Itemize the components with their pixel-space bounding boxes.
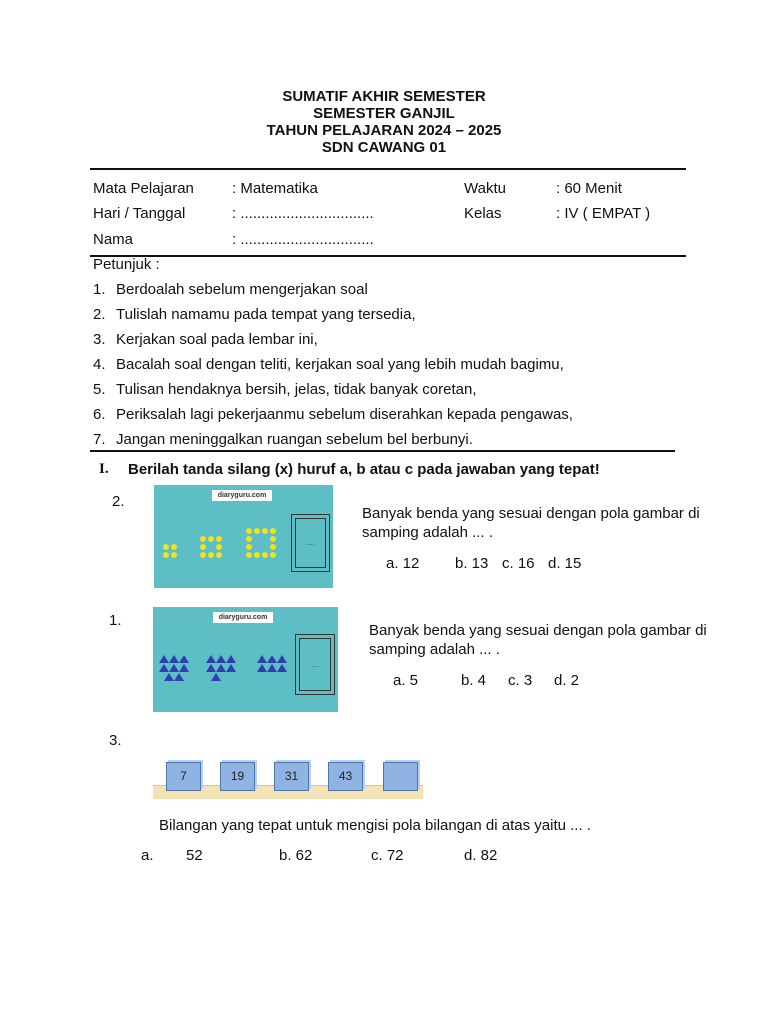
question-text-line-2: samping adalah ... . <box>362 524 493 541</box>
triangle <box>159 664 169 672</box>
triangle <box>216 664 226 672</box>
triangle <box>206 664 216 672</box>
triangle <box>179 664 189 672</box>
triangle <box>257 664 267 672</box>
triangle <box>211 673 221 681</box>
pattern-image-dots <box>154 485 333 588</box>
dot <box>163 544 169 550</box>
option-c[interactable]: c. 72 <box>371 847 404 864</box>
question-number: 3. <box>109 732 122 749</box>
class-value: : IV ( EMPAT ) <box>556 205 651 222</box>
number-cube: 7 <box>166 762 201 791</box>
pattern-image-triangles <box>153 607 338 712</box>
dot <box>246 552 252 558</box>
option-b[interactable]: b. 4 <box>461 672 487 689</box>
triangle <box>257 655 267 663</box>
instruction-item <box>93 306 673 323</box>
title-line-4: SDN CAWANG 01 <box>321 139 447 156</box>
number-cube: 31 <box>274 762 309 791</box>
dot <box>246 536 252 542</box>
instruction-text: Kerjakan soal pada lembar ini, <box>116 331 318 348</box>
instruction-number: 6. <box>93 406 106 423</box>
option-a[interactable]: a. 12 <box>386 555 420 572</box>
dot <box>171 552 177 558</box>
dot <box>246 544 252 550</box>
triangle <box>159 655 169 663</box>
dot <box>216 544 222 550</box>
image-caption: diaryguru.com <box>213 612 273 623</box>
divider-mid <box>90 255 686 257</box>
subject-value: : Matematika <box>232 180 318 197</box>
dot <box>208 536 214 542</box>
option-c[interactable]: c. 3 <box>508 672 533 689</box>
triangle <box>206 655 216 663</box>
dot <box>200 552 206 558</box>
instruction-text: Berdoalah sebelum mengerjakan soal <box>116 281 368 298</box>
instruction-number: 2. <box>93 306 106 323</box>
instruction-text: Jangan meninggalkan ruangan sebelum bel berbunyi. <box>116 431 473 448</box>
triangle <box>174 673 184 681</box>
dot <box>270 552 276 558</box>
instruction-number: 1. <box>93 281 106 298</box>
option-d[interactable]: d. 82 <box>464 847 498 864</box>
instruction-number: 7. <box>93 431 106 448</box>
triangle <box>179 655 189 663</box>
instruction-number: 5. <box>93 381 106 398</box>
date-value: : ................................ <box>232 205 374 222</box>
instruction-number: 4. <box>93 356 106 373</box>
dot <box>216 536 222 542</box>
instruction-number: 3. <box>93 331 106 348</box>
empty-cube <box>383 762 418 791</box>
option-a-letter[interactable]: a. <box>141 847 154 864</box>
instruction-text: Tulislah namamu pada tempat yang tersedia, <box>116 306 416 323</box>
dot <box>171 544 177 550</box>
date-label: Hari / Tanggal <box>93 205 186 222</box>
triangle <box>277 664 287 672</box>
name-value: : ................................ <box>232 231 374 248</box>
dot <box>254 552 260 558</box>
triangle <box>169 664 179 672</box>
dot <box>262 528 268 534</box>
instruction-text: Periksalah lagi pekerjaanmu sebelum diserahkan kepada pengawas, <box>116 406 573 423</box>
triangle <box>267 655 277 663</box>
triangle <box>164 673 174 681</box>
title-line-1: SUMATIF AKHIR SEMESTER <box>282 88 486 105</box>
time-value: : 60 Menit <box>556 180 622 197</box>
instruction-item <box>93 281 673 298</box>
instructions-label: Petunjuk : <box>93 256 160 273</box>
title-line-2: SEMESTER GANJIL <box>313 105 455 122</box>
number-cube: 19 <box>220 762 255 791</box>
instruction-item <box>93 406 673 423</box>
class-label: Kelas <box>464 205 502 222</box>
option-c[interactable]: c. 16 <box>502 555 535 572</box>
dot <box>200 544 206 550</box>
option-a-value[interactable]: 52 <box>186 847 203 864</box>
image-caption: diaryguru.com <box>212 490 272 501</box>
triangle <box>267 664 277 672</box>
triangle <box>277 655 287 663</box>
divider-top <box>90 168 686 170</box>
dot <box>216 552 222 558</box>
title-line-3: TAHUN PELAJARAN 2024 – 2025 <box>266 122 502 139</box>
answer-box-dots: .... <box>311 661 319 669</box>
divider-bottom <box>90 450 675 452</box>
name-label: Nama <box>93 231 134 248</box>
instruction-item <box>93 381 673 398</box>
triangle <box>216 655 226 663</box>
instruction-item <box>93 356 673 373</box>
dot <box>270 528 276 534</box>
question-text-line-1: Banyak benda yang sesuai dengan pola gambar di <box>369 622 707 639</box>
option-d[interactable]: d. 15 <box>548 555 582 572</box>
option-d[interactable]: d. 2 <box>554 672 580 689</box>
triangle <box>226 664 236 672</box>
subject-label: Mata Pelajaran <box>93 180 194 197</box>
question-text-line-1: Banyak benda yang sesuai dengan pola gambar di <box>362 505 700 522</box>
answer-box <box>295 634 335 695</box>
dot <box>262 552 268 558</box>
dot <box>270 536 276 542</box>
dot <box>208 552 214 558</box>
option-b[interactable]: b. 62 <box>279 847 313 864</box>
section-title: Berilah tanda silang (x) huruf a, b atau c pada jawaban yang tepat! <box>128 461 600 478</box>
instruction-text: Tulisan hendaknya bersih, jelas, tidak banyak coretan, <box>116 381 477 398</box>
answer-box <box>291 514 330 572</box>
instruction-item <box>93 431 673 448</box>
dot <box>254 528 260 534</box>
option-a[interactable]: a. 5 <box>393 672 419 689</box>
instruction-text: Bacalah soal dengan teliti, kerjakan soal yang lebih mudah bagimu, <box>116 356 564 373</box>
answer-box-dots: .... <box>306 540 315 548</box>
question-number: 1. <box>109 612 122 629</box>
time-label: Waktu <box>464 180 506 197</box>
instruction-item <box>93 331 673 348</box>
section-roman: I. <box>99 461 109 477</box>
triangle <box>226 655 236 663</box>
triangle <box>169 655 179 663</box>
question-text: Bilangan yang tepat untuk mengisi pola bilangan di atas yaitu ... . <box>159 817 591 834</box>
dot <box>246 528 252 534</box>
dot <box>200 536 206 542</box>
question-text-line-2: samping adalah ... . <box>369 641 500 658</box>
dot <box>270 544 276 550</box>
dot <box>163 552 169 558</box>
number-cube: 43 <box>328 762 363 791</box>
question-number: 2. <box>112 493 125 510</box>
option-b[interactable]: b. 13 <box>455 555 489 572</box>
